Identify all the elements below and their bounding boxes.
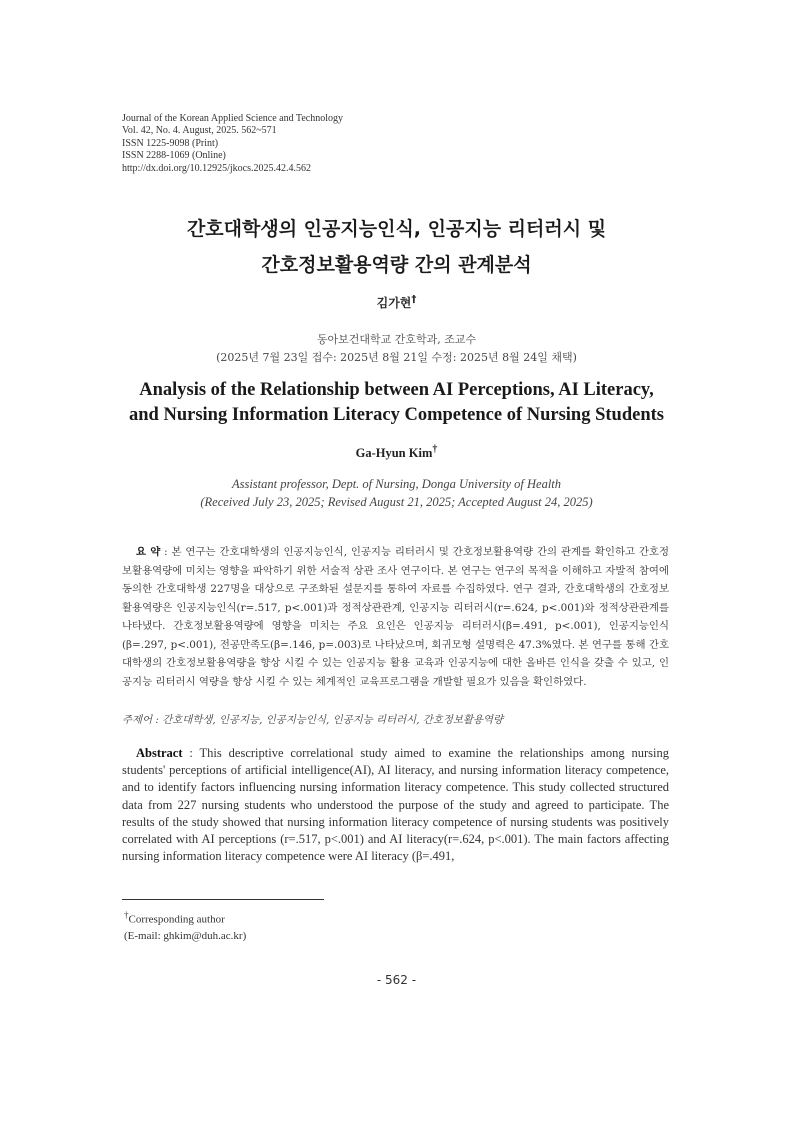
- page-number: - 562 -: [376, 973, 417, 987]
- footnote-corresponding: [124, 907, 246, 928]
- korean-keywords: 주제어 : 간호대학생, 인공지능, 인공지능인식, 인공지능 리터러시, 간호정보활용역량: [122, 714, 504, 726]
- korean-abstract-text: 본 연구는 간호대학생의 인공지능인식, 인공지능 리터러시 및 간호정보활용역량 간의 관계를 확인하고 간호정보활용역량에 미치는 영향을 파악하기 위한 서술적 상관 조사 연구이다. 본 연구는 연구의 목적을 이해하고 자발적 참여에 동의한 간호대학생 227명을 대상으로 구조화된 설문지를 통하여 자료를 수집하였다. 연구 결과, 간호대학생의 간호정보활용역량은 인공지능인식(r=.517, p<.001)과 정적상관관계, 인공지능 리터러시(r=.624, p<.001)와 정적상관관계를 나타냈다. 간호정보활용역량에 영향을 미치는 주요 요인은 인공지능 리터러시(β=.491, p<.001), 인공지능인식(β=.297, p<.001), 전공만족도(β=.146, p=.003)로 나타났으며, 회귀모형 설명력은 47.3%였다. 본 연구를 통해 간호대학생의 간호정보활용역량을 향상 시킬 수 있는 인공지능 활용 교육과 인공지능에 대한 올바른 인식을 갖출 수 있고, 인공지능 리터러시 역량을 향상 시킬 수 있는 체계적인 교육프로그램을 개발할 필요가 있음을 확인하였다.: [122, 546, 669, 688]
- english-abstract-separator: :: [182, 746, 200, 760]
- english-author-name: Ga-Hyun Kim: [355, 446, 433, 461]
- english-dates: (Received July 23, 2025; Revised August 21, 2025; Accepted August 24, 2025): [200, 495, 593, 509]
- journal-issn-print: ISSN 1225-9098 (Print): [122, 137, 219, 149]
- journal-issn-online: ISSN 2288-1069 (Online): [122, 150, 226, 162]
- footnote-corresponding-text: Corresponding author: [128, 913, 225, 926]
- english-abstract-label: Abstract: [136, 746, 183, 760]
- korean-abstract: [122, 543, 669, 691]
- journal-info: [122, 113, 343, 175]
- korean-abstract-separator: :: [160, 546, 172, 558]
- korean-title-line2: 간호정보활용역량 간의 관계분석: [261, 254, 532, 276]
- korean-author: [0, 294, 793, 311]
- korean-abstract-label: 요 약: [136, 546, 161, 558]
- korean-affiliation: 동아보건대학교 간호학과, 조교수: [316, 333, 477, 346]
- footnote-divider: [122, 899, 324, 900]
- korean-author-name: 김가현: [376, 296, 412, 310]
- footnote-email: (E-mail: ghkim@duh.ac.kr): [124, 929, 247, 942]
- english-abstract-text: This descriptive correlational study aimed to examine the relationships among nursing students' perceptions of artificial intelligence(AI), AI literacy, and nursing information literacy competence, and to identify factors influencing nursing information literacy competence. This study collected structured data from 227 nursing students who understood the purpose of the study and agreed to participate. The results of the study showed that nursing information literacy competence of nursing students was positively correlated with AI perceptions (r=.517, p<.001) and AI literacy(r=.624, p<.001). The main factors affecting nursing information literacy competence were AI literacy (β=.491,: [122, 746, 669, 864]
- journal-name: Journal of the Korean Applied Science and Technology: [122, 113, 343, 124]
- footnote: [124, 907, 246, 944]
- english-affiliation: Assistant professor, Dept. of Nursing, Donga University of Health: [231, 477, 562, 491]
- footnote-mark: †: [124, 910, 129, 920]
- english-title-line2: and Nursing Information Literacy Competence of Nursing Students: [129, 405, 664, 425]
- english-abstract: [122, 745, 669, 865]
- journal-volume: Vol. 42, No. 4. August, 2025. 562~571: [122, 125, 277, 137]
- corresponding-mark: †: [411, 294, 417, 305]
- english-author: [0, 444, 793, 461]
- journal-doi-link[interactable]: http://dx.doi.org/10.12925/jkocs.2025.42.4.562: [122, 162, 311, 174]
- korean-title-line1: 간호대학생의 인공지능인식, 인공지능 리터러시 및: [186, 218, 607, 240]
- korean-dates: (2025년 7월 23일 접수: 2025년 8월 21일 수정: 2025년 8월 24일 채택): [216, 351, 577, 364]
- english-title-line1: Analysis of the Relationship between AI Perceptions, AI Literacy,: [139, 380, 654, 400]
- corresponding-mark: †: [432, 444, 438, 455]
